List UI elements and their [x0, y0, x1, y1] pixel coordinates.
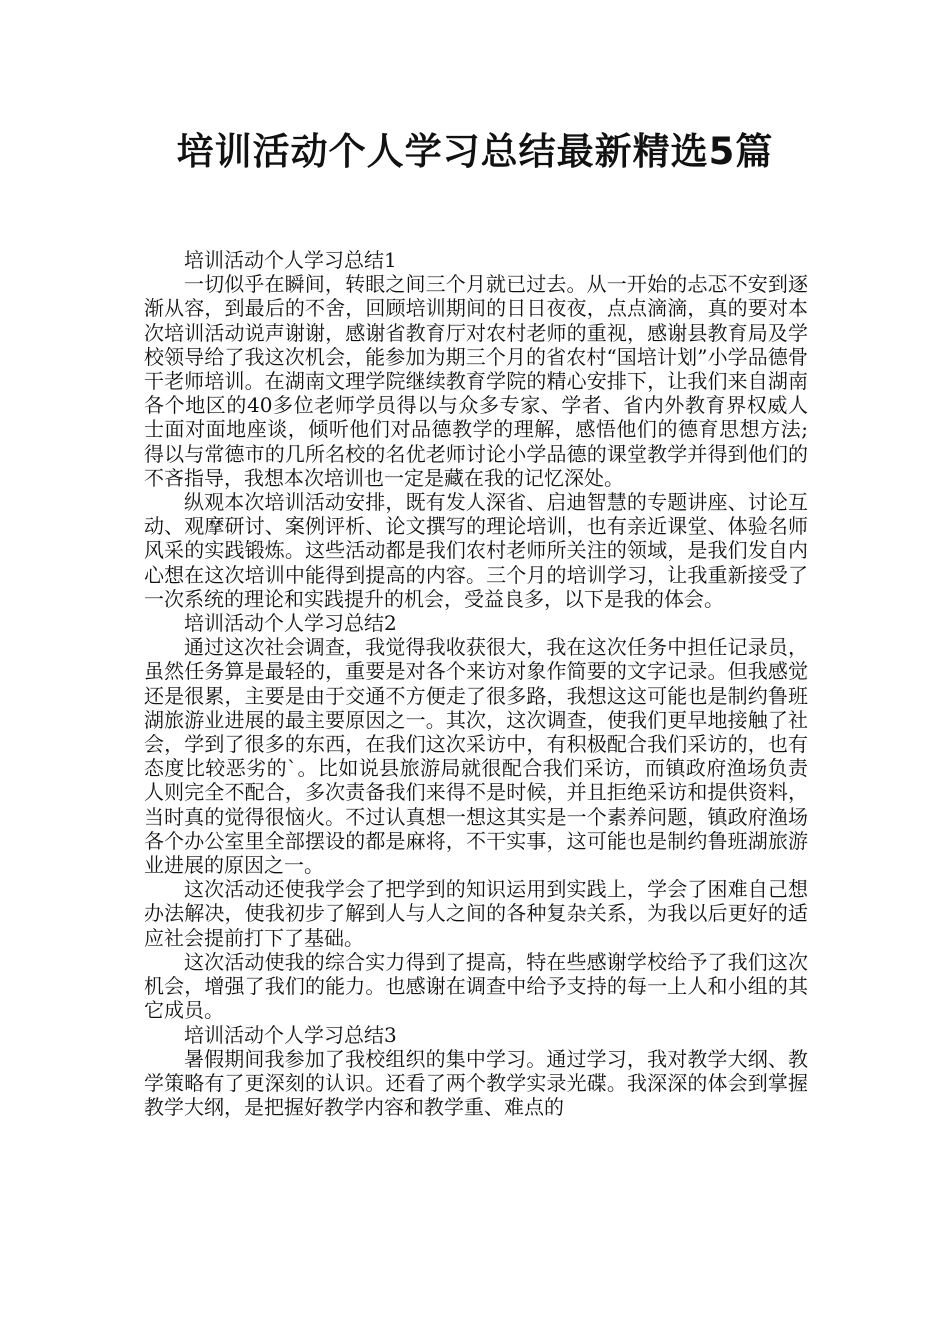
- section-heading: 培训活动个人学习总结3: [184, 1022, 397, 1047]
- document-title: 培训活动个人学习总结最新精选5篇: [176, 130, 774, 173]
- body-paragraph: 通过这次社会调查，我觉得我收获很大，我在这次任务中担任记录员，虽然任务算是最轻的，重要是对各个来访对象作简要的文字记录。但我感觉还是很累，主要是由于交通不方便走了很多路，我想这这可能也是制约鲁班湖旅游业进展的最主要原因之一。其次，这次调查，使我们更早地接触了社会，学到了很多的东西，在我们这次采访中，有积极配合我们采访的，也有态度比较恶劣的`。比如说县旅游局就很配合我们采访，而镇政府渔场负责人则完全不配合，多次责备我们来得不是时候，并且拒绝采访和提供资料，当时真的觉得很恼火。不过认真想一想这其实是一个素养问题，镇政府渔场各个办公室里全部摆设的都是麻将，不干实事，这可能也是制约鲁班湖旅游业进展的原因之一。: [144, 635, 808, 878]
- document-body: [144, 248, 808, 1119]
- body-paragraph: 一切似乎在瞬间，转眼之间三个月就已过去。从一开始的忐忑不安到逐渐从容，到最后的不舍，回顾培训期间的日日夜夜，点点滴滴，真的要对本次培训活动说声谢谢，感谢省教育厅对农村老师的重视，感谢县教育局及学校领导给了我这次机会，能参加为期三个月的省农村“国培计划”小学品德骨干老师培训。在湖南文理学院继续教育学院的精心安排下，让我们来自湖南各个地区的40多位老师学员得以与众多专家、学者、省内外教育界权威人士面对面地座谈，倾听他们对品德教学的理解，感悟他们的德育思想方法;得以与常德市的几所名校的名优老师讨论小学品德的课堂教学并得到他们的不吝指导，我想本次培训也一定是藏在我的记忆深处。: [144, 272, 808, 490]
- body-paragraph: 这次活动使我的综合实力得到了提高，特在些感谢学校给予了我们这次机会，增强了我们的能力。也感谢在调查中给予支持的每一上人和小组的其它成员。: [144, 949, 808, 1023]
- section-heading: 培训活动个人学习总结1: [184, 248, 397, 272]
- body-paragraph: 暑假期间我参加了我校组织的集中学习。通过学习，我对教学大纲、教学策略有了更深刻的认识。还看了两个教学实录光碟。我深深的体会到掌握教学大纲，是把握好教学内容和教学重、难点的: [144, 1046, 808, 1120]
- body-paragraph: 这次活动还使我学会了把学到的知识运用到实践上，学会了困难自己想办法解决，使我初步了解到人与人之间的各种复杂关系，为我以后更好的适应社会提前打下了基础。: [144, 877, 808, 950]
- body-paragraph: 纵观本次培训活动安排，既有发人深省、启迪智慧的专题讲座、讨论互动、观摩研讨、案例评析、论文撰写的理论培训，也有亲近课堂、体验名师风采的实践锻炼。这些活动都是我们农村老师所关注的领域，是我们发自内心想在这次培训中能得到提高的内容。三个月的培训学习，让我重新接受了一次系统的理论和实践提升的机会，受益良多，以下是我的体会。: [144, 490, 808, 611]
- section-heading: 培训活动个人学习总结2: [184, 611, 397, 636]
